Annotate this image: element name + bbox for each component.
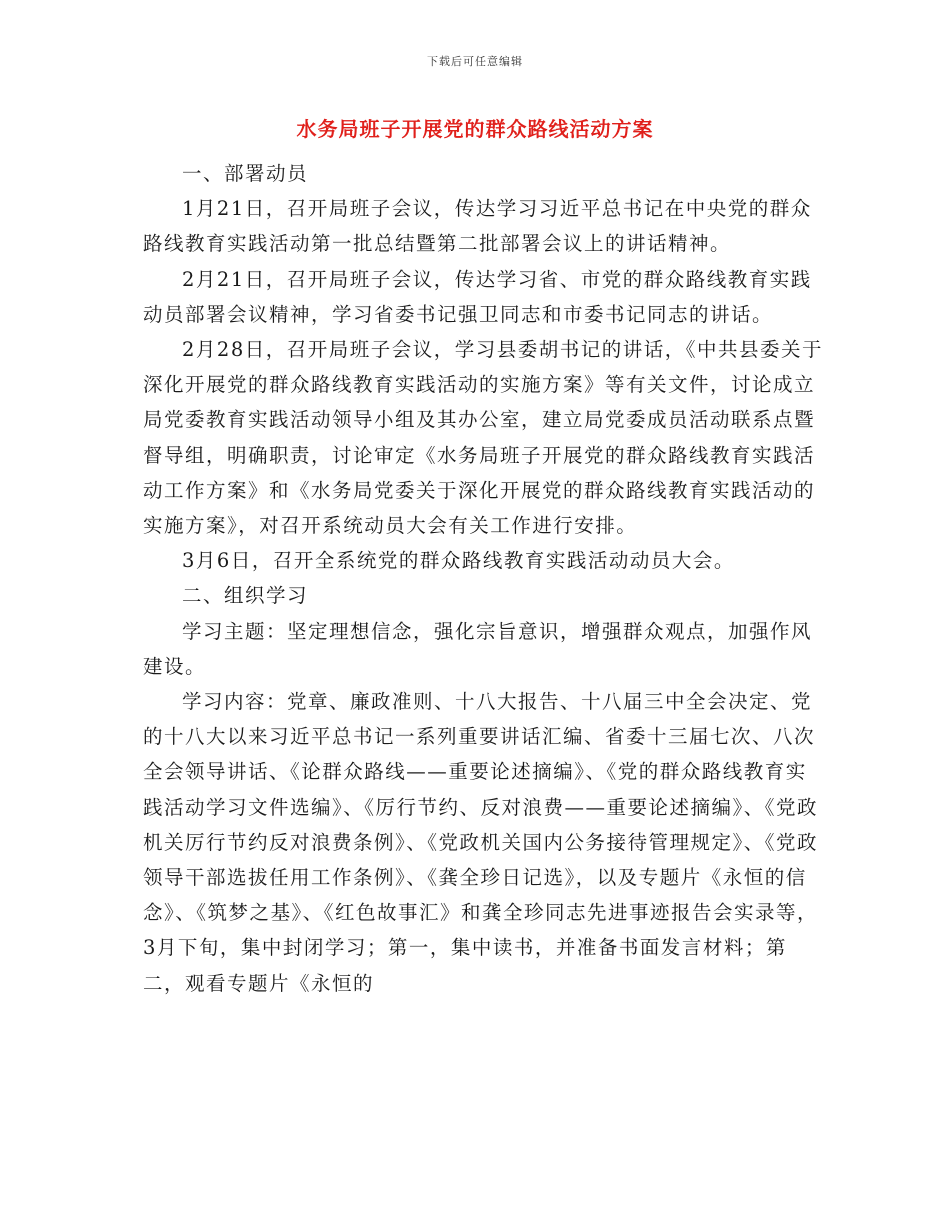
paragraph-feb-21: 2月21日，召开局班子会议，传达学习省、市党的群众路线教育实践动员部署会议精神，学习省委书记强卫同志和市委书记同志的讲话。 [143, 267, 812, 326]
document-title: 水务局班子开展党的群众路线活动方案 [296, 117, 654, 141]
paragraph-study-content: 学习内容：党章、廉政准则、十八大报告、十八届三中全会决定、党的十八大以来习近平总书记一系列重要讲话汇编、省委十三届七次、八次全会领导讲话、《论群众路线——重要论述摘编》、《党的群众路线教育实践活动学习文件选编》、《厉行节约、反对浪费——重要论述摘编》、《党政机关厉行节约反对浪费条例》、《党政机关国内公务接待管理规定》、《党政领导干部选拔任用工作条例》、《龚全珍日记选》，以及专题片《永恒的信念》、《筑梦之基》、《红色故事汇》和龚全珍同志先进事迹报告会实录等，3月下旬，集中封闭学习；第一，集中读书，并准备书面发言材料；第二，观看专题片《永恒的 [143, 690, 819, 995]
section-heading-mobilization: 一、部署动员 [182, 162, 309, 185]
paragraph-mar-6: 3月6日，召开全系统党的群众路线教育实践活动动员大会。 [182, 549, 735, 573]
paragraph-study-theme: 学习主题：坚定理想信念，强化宗旨意识，增强群众观点，加强作风建设。 [143, 619, 813, 678]
section-heading-study: 二、组织学习 [182, 584, 309, 608]
paragraph-feb-28: 2月28日，召开局班子会议，学习县委胡书记的讲话，《中共县委关于深化开展党的群众路线教育实践活动的实施方案》等有关文件，讨论成立局党委教育实践活动领导小组及其办公室，建立局党委成员活动联系点暨督导组，明确职责，讨论审定《水务局班子开展党的群众路线教育实践活动工作方案》和《水务局党委关于深化开展党的群众路线教育实践活动的实施方案》，对召开系统动员大会有关工作进行安排。 [143, 338, 823, 538]
document-body [143, 156, 823, 1001]
header-note: 下载后可任意编辑 [427, 55, 523, 68]
paragraph-jan-21: 1月21日，召开局班子会议，传达学习习近平总书记在中央党的群众路线教育实践活动第一批总结暨第二批部署会议上的讲话精神。 [143, 197, 812, 256]
